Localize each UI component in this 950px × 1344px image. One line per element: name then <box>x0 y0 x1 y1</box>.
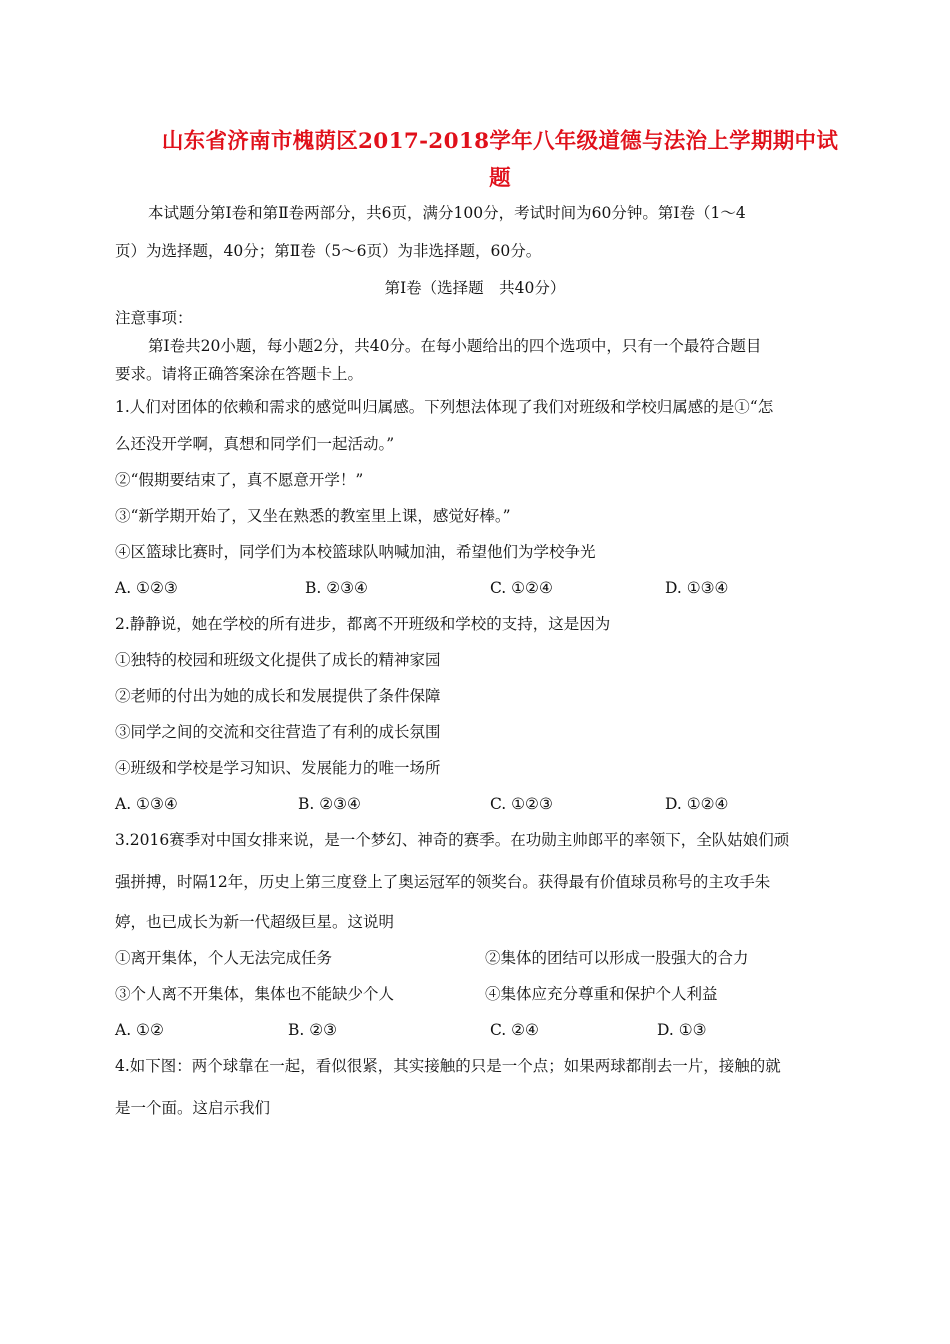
q1-option-a: A. ①②③ <box>115 579 178 597</box>
notice-label: 注意事项： <box>115 309 193 327</box>
q1-item-3: ③“新学期开始了，又坐在熟悉的教室里上课，感觉好棒。” <box>115 507 511 525</box>
q1-item-2: ②“假期要结束了，真不愿意开学！” <box>115 471 364 489</box>
q4-stem-1: 4.如下图：两个球靠在一起，看似很紧，其实接触的只是一个点；如果两球都削去一片，接触的就 <box>115 1057 781 1075</box>
q1-option-c: C. ①②④ <box>490 579 553 597</box>
q2-stem-1: 2.静静说，她在学校的所有进步，都离不开班级和学校的支持，这是因为 <box>115 615 611 633</box>
q3-option-a: A. ①② <box>115 1021 164 1039</box>
q2-item-3: ③同学之间的交流和交往营造了有利的成长氛围 <box>115 723 441 741</box>
q1-stem-2: 么还没开学啊，真想和同学们一起活动。” <box>115 435 395 453</box>
title-line-2: 题 <box>489 166 511 191</box>
intro-line-2: 页）为选择题，40分；第Ⅱ卷（5～6页）为非选择题，60分。 <box>115 242 542 260</box>
q2-option-d: D. ①②④ <box>665 795 729 813</box>
q3-item-4: ④集体应充分尊重和保护个人利益 <box>485 985 718 1003</box>
q1-option-b: B. ②③④ <box>305 579 368 597</box>
notice-line-2: 要求。请将正确答案涂在答题卡上。 <box>115 365 364 383</box>
q2-option-c: C. ①②③ <box>490 795 553 813</box>
intro-line-1: 本试题分第Ⅰ卷和第Ⅱ卷两部分，共6页，满分100分，考试时间为60分钟。第Ⅰ卷（1～4 <box>148 204 746 222</box>
title-line-1: 山东省济南市槐荫区2017-2018学年八年级道德与法治上学期期中试 <box>161 129 839 154</box>
q2-item-1: ①独特的校园和班级文化提供了成长的精神家园 <box>115 651 441 669</box>
q3-item-1: ①离开集体，个人无法完成任务 <box>115 949 333 967</box>
q3-stem-2: 强拼搏，时隔12年，历史上第三度登上了奥运冠军的领奖台。获得最有价值球员称号的主攻手朱 <box>115 873 771 891</box>
q2-option-b: B. ②③④ <box>298 795 361 813</box>
section-heading: 第Ⅰ卷（选择题 共40分） <box>384 279 566 297</box>
q3-item-2: ②集体的团结可以形成一股强大的合力 <box>485 949 749 967</box>
q1-option-d: D. ①③④ <box>665 579 729 597</box>
q2-item-4: ④班级和学校是学习知识、发展能力的唯一场所 <box>115 759 441 777</box>
notice-line-1: 第Ⅰ卷共20小题，每小题2分，共40分。在每小题给出的四个选项中，只有一个最符合题目 <box>148 337 762 355</box>
q4-stem-2: 是一个面。这启示我们 <box>115 1099 271 1117</box>
q1-stem-1: 1.人们对团体的依赖和需求的感觉叫归属感。下列想法体现了我们对班级和学校归属感的是①“怎 <box>115 398 774 416</box>
q1-item-4: ④区篮球比赛时，同学们为本校篮球队呐喊加油，希望他们为学校争光 <box>115 543 596 561</box>
q3-option-c: C. ②④ <box>490 1021 539 1039</box>
q3-option-b: B. ②③ <box>288 1021 338 1039</box>
q3-stem-1: 3.2016赛季对中国女排来说，是一个梦幻、神奇的赛季。在功勋主帅郎平的率领下，全队姑娘们顽 <box>115 831 790 849</box>
q3-stem-3: 婷，也已成长为新一代超级巨星。这说明 <box>115 913 395 931</box>
q2-option-a: A. ①③④ <box>115 795 178 813</box>
q3-option-d: D. ①③ <box>657 1021 707 1039</box>
q2-item-2: ②老师的付出为她的成长和发展提供了条件保障 <box>115 687 441 705</box>
q3-item-3: ③个人离不开集体，集体也不能缺少个人 <box>115 985 395 1003</box>
